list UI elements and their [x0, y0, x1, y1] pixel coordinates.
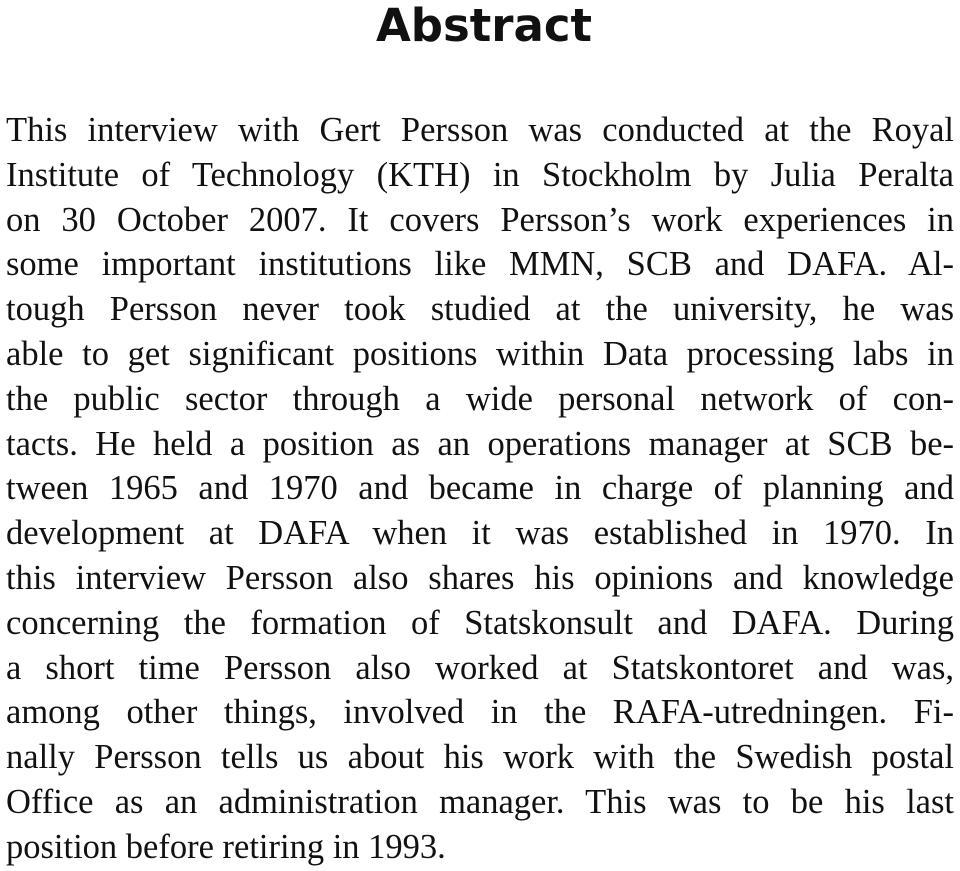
abstract-body — [6, 108, 954, 870]
abstract-title: Abstract — [375, 0, 593, 52]
abstract-line: This interview with Gert Persson was conducted at the Royal — [6, 111, 954, 149]
abstract-line: tough Persson never took studied at the university, he was — [6, 290, 954, 329]
abstract-line: Office as an administration manager. This was to be his last — [6, 782, 954, 821]
abstract-line: on 30 October 2007. It covers Persson’s work experiences in — [6, 200, 954, 239]
abstract-line: tacts. He held a position as an operations manager at SCB be- — [6, 424, 954, 463]
abstract-line: development at DAFA when it was established in 1970. In — [6, 514, 954, 553]
abstract-line: among other things, involved in the RAFA-utredningen. Fi- — [6, 693, 954, 732]
abstract-line: position before retiring in 1993. — [6, 827, 446, 866]
abstract-line: nally Persson tells us about his work with the Swedish postal — [6, 738, 954, 777]
abstract-line: the public sector through a wide personal network of con- — [6, 379, 954, 418]
abstract-line: concerning the formation of Statskonsult and DAFA. During — [6, 603, 954, 642]
abstract-line: this interview Persson also shares his opinions and knowledge — [6, 558, 954, 597]
abstract-line: a short time Persson also worked at Statskontoret and was, — [6, 648, 954, 687]
abstract-line: some important institutions like MMN, SCB and DAFA. Al- — [6, 245, 954, 284]
abstract-line: tween 1965 and 1970 and became in charge of planning and — [6, 469, 954, 508]
abstract-line: Institute of Technology (KTH) in Stockholm by Julia Peralta — [6, 155, 954, 194]
abstract-line: able to get significant positions within Data processing labs in — [6, 334, 954, 373]
